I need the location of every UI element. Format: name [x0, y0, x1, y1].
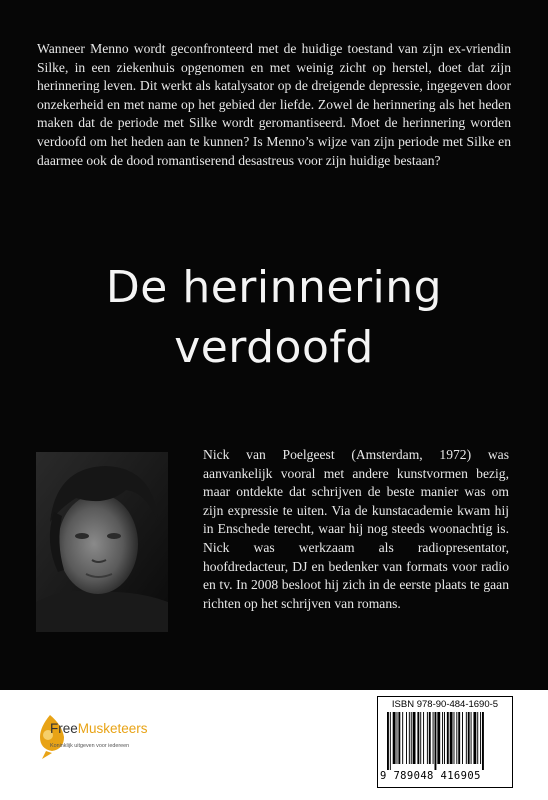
- barcode-bars: [387, 712, 507, 770]
- barcode-bar: [393, 712, 396, 764]
- barcode-bar: [406, 712, 407, 764]
- barcode-bar: [477, 712, 478, 764]
- barcode-bar: [390, 712, 391, 770]
- publisher-logo-icon: [36, 711, 186, 761]
- barcode-bar: [437, 712, 440, 764]
- barcode-bar: [398, 712, 400, 764]
- barcode-bar: [409, 712, 410, 764]
- barcode-bar: [433, 712, 434, 764]
- barcode-bar: [427, 712, 428, 764]
- barcode-bar: [402, 712, 403, 764]
- book-title: [0, 258, 548, 378]
- barcode-bar: [411, 712, 412, 764]
- barcode-bar: [456, 712, 457, 764]
- isbn-barcode: [377, 696, 513, 788]
- barcode-bar: [480, 712, 481, 764]
- barcode-bar: [420, 712, 421, 764]
- publisher-name-musketeers: Musketeers: [77, 721, 148, 736]
- barcode-bar: [454, 712, 455, 764]
- author-bio: Nick van Poelgeest (Amsterdam, 1972) was aanvankelijk vooral met andere kunstvormen bezig, maar ontdekte dat schrijven de beste manier was om zijn expressie te uiten. Via de kunstacademie kwam hij in Enschede terecht, waar hij nog steeds woonachtig is. Nick was werkzaam als radiopresentator, hoofdredacteur, DJ en bedenker van formats voor radio en tv. In 2008 besloot hij zich in de eerste plaats te gaan richten op het schrijven van romans.: [203, 447, 509, 611]
- barcode-bar: [435, 712, 437, 770]
- barcode-bar: [471, 712, 472, 764]
- book-title-line-1: De herinnering: [105, 262, 443, 313]
- barcode-bar: [417, 712, 419, 764]
- author-photo: [36, 452, 168, 632]
- barcode-bar: [468, 712, 470, 764]
- blurb-text: Wanneer Menno wordt geconfronteerd met de huidige toestand van zijn ex-vriendin Silke, in een ziekenhuis opgenomen en met weinig zicht op herstel, doet dat zijn herinnering leven. Dit werkt als katalysator op de dreigende depressie, ingegeven door onzekerheid en met name op het gebied der liefde. Zowel de herinnering als het heden maken dat de periode met Silke wordt geromantiseerd. Moet de herinnering worden verdoofd om het heden aan te kunnen? Is Menno’s wijze van zijn periode met Silke en daarmee ook de dood romantiserend desastreus voor zijn huidige bestaan?: [37, 41, 511, 168]
- book-title-line-2: verdoofd: [174, 322, 374, 373]
- isbn-digits: 9 789048 416905: [380, 770, 481, 782]
- barcode-bar: [387, 712, 389, 770]
- barcode-bar: [466, 712, 467, 764]
- barcode-bar: [429, 712, 431, 764]
- barcode-bar: [413, 712, 416, 764]
- publisher-tagline: Koninklijk uitgeven voor iedereen: [50, 743, 130, 749]
- barcode-bar: [444, 712, 445, 764]
- barcode-bar: [423, 712, 424, 764]
- author-portrait-illustration: [36, 452, 168, 632]
- barcode-bar: [442, 712, 443, 764]
- barcode-bar: [473, 712, 476, 764]
- barcode-bar: [458, 712, 460, 764]
- barcode-bar: [462, 712, 463, 764]
- barcode-bar: [450, 712, 453, 764]
- barcode-bar: [482, 712, 484, 770]
- publisher-name-free: Free: [50, 721, 78, 736]
- publisher-name: [50, 721, 148, 736]
- barcode-bar: [397, 712, 398, 764]
- isbn-label: ISBN 978-90-484-1690-5: [391, 699, 499, 710]
- barcode-bar: [447, 712, 449, 764]
